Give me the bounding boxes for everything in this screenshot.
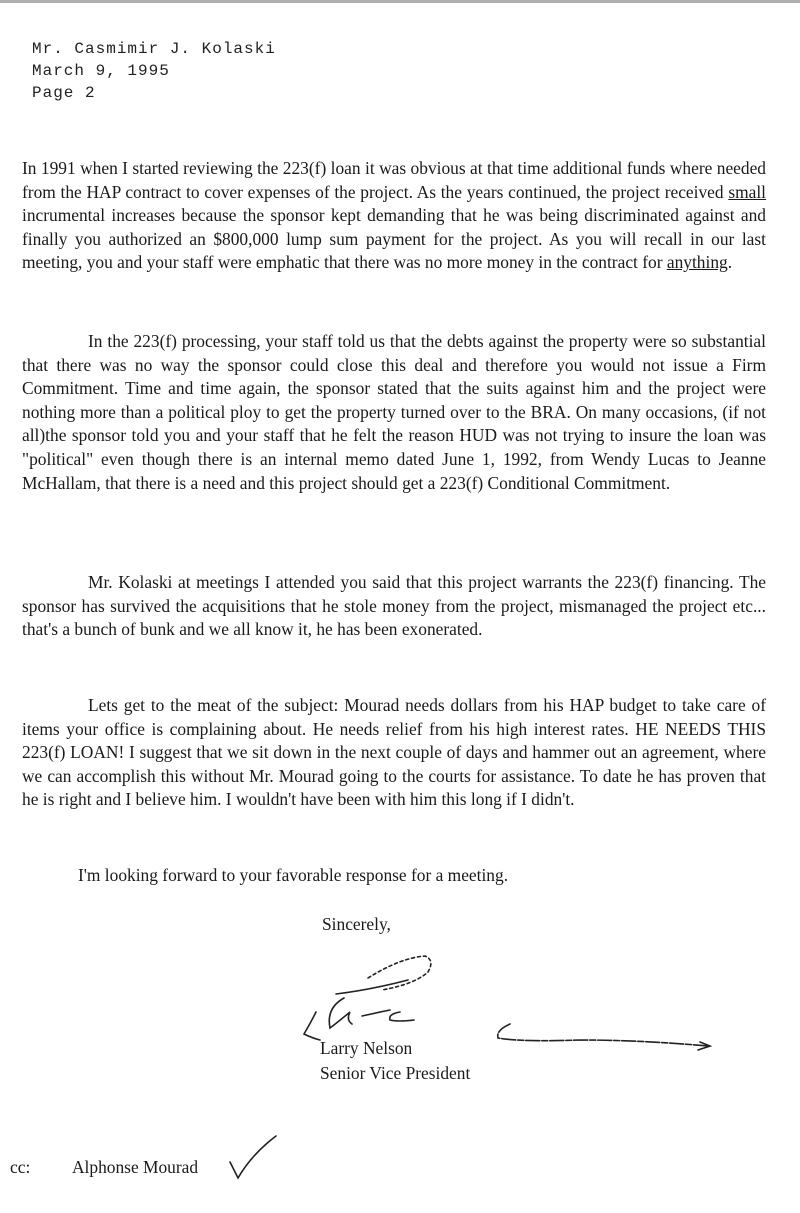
- p1-text-a: In 1991 when I started reviewing the 223(f) loan it was obvious at that time additional funds where needed from the HAP contract to cover expenses of the project. As the years continued, the project received: [22, 158, 766, 202]
- page-number-line: Page 2: [32, 84, 96, 102]
- body-paragraph-5: I'm looking forward to your favorable response for a meeting.: [78, 865, 509, 885]
- p1-text-c: .: [727, 252, 733, 273]
- page-top-edge: [0, 0, 800, 3]
- signer-title: Senior Vice President: [320, 1063, 471, 1083]
- signer-name: Larry Nelson: [320, 1038, 413, 1058]
- valediction: Sincerely,: [322, 914, 391, 934]
- body-paragraph-4: Lets get to the meat of the subject: Mourad needs dollars from his HAP budget to take care of items your office is complaining about. He needs relief from his high interest rates. HE NEEDS THIS 223(f) LOAN! I suggest that we sit down in the next couple of days and hammer out an agreement, where we can accomplish this without Mr. Mourad going to the courts for assistance. To date he has proven that he is right and I believe him. I wouldn't have been with him this long if I didn't.: [22, 695, 766, 810]
- letter-header: [32, 38, 276, 104]
- cc-recipient: Alphonse Mourad: [72, 1157, 199, 1177]
- recipient-line: Mr. Casmimir J. Kolaski: [32, 40, 276, 58]
- body-paragraph-2: In the 223(f) processing, your staff told us that the debts against the property were so substantial that there was no way the sponsor could close this deal and therefore you would not issue a Firm Commitment. Time and time again, the sponsor stated that the suits against him and the project were nothing more than a political ploy to get the property turned over to the BRA. On many occasions, (if not all)the sponsor told you and your staff that he felt the reason HUD was not trying to insure the loan was "political" even though there is an internal memo dated June 1, 1992, from Wendy Lucas to Jeanne McHallam, that there is a need and this project should get a 223(f) Conditional Commitment.: [22, 331, 766, 493]
- cc-label: cc:: [10, 1157, 31, 1177]
- body-paragraph-1: [22, 157, 766, 275]
- body-paragraph-3: Mr. Kolaski at meetings I attended you said that this project warrants the 223(f) financing. The sponsor has survived the acquisitions that he stole money from the project, mismanaged the project etc... that's a bunch of bunk and we all know it, he has been exonerated.: [22, 572, 766, 640]
- p1-underlined-anything: anything: [666, 252, 728, 273]
- p1-underlined-small: small: [728, 181, 766, 202]
- p1-text-b: incrumental increases because the sponsor kept demanding that he was being discriminated against and finally you authorized an $800,000 lump sum payment for the project. As you will recall in our last meeting, you and your staff were emphatic that there was no more money in the contract for: [22, 205, 766, 273]
- checkmark-icon: [226, 1132, 280, 1182]
- date-line: March 9, 1995: [32, 62, 170, 80]
